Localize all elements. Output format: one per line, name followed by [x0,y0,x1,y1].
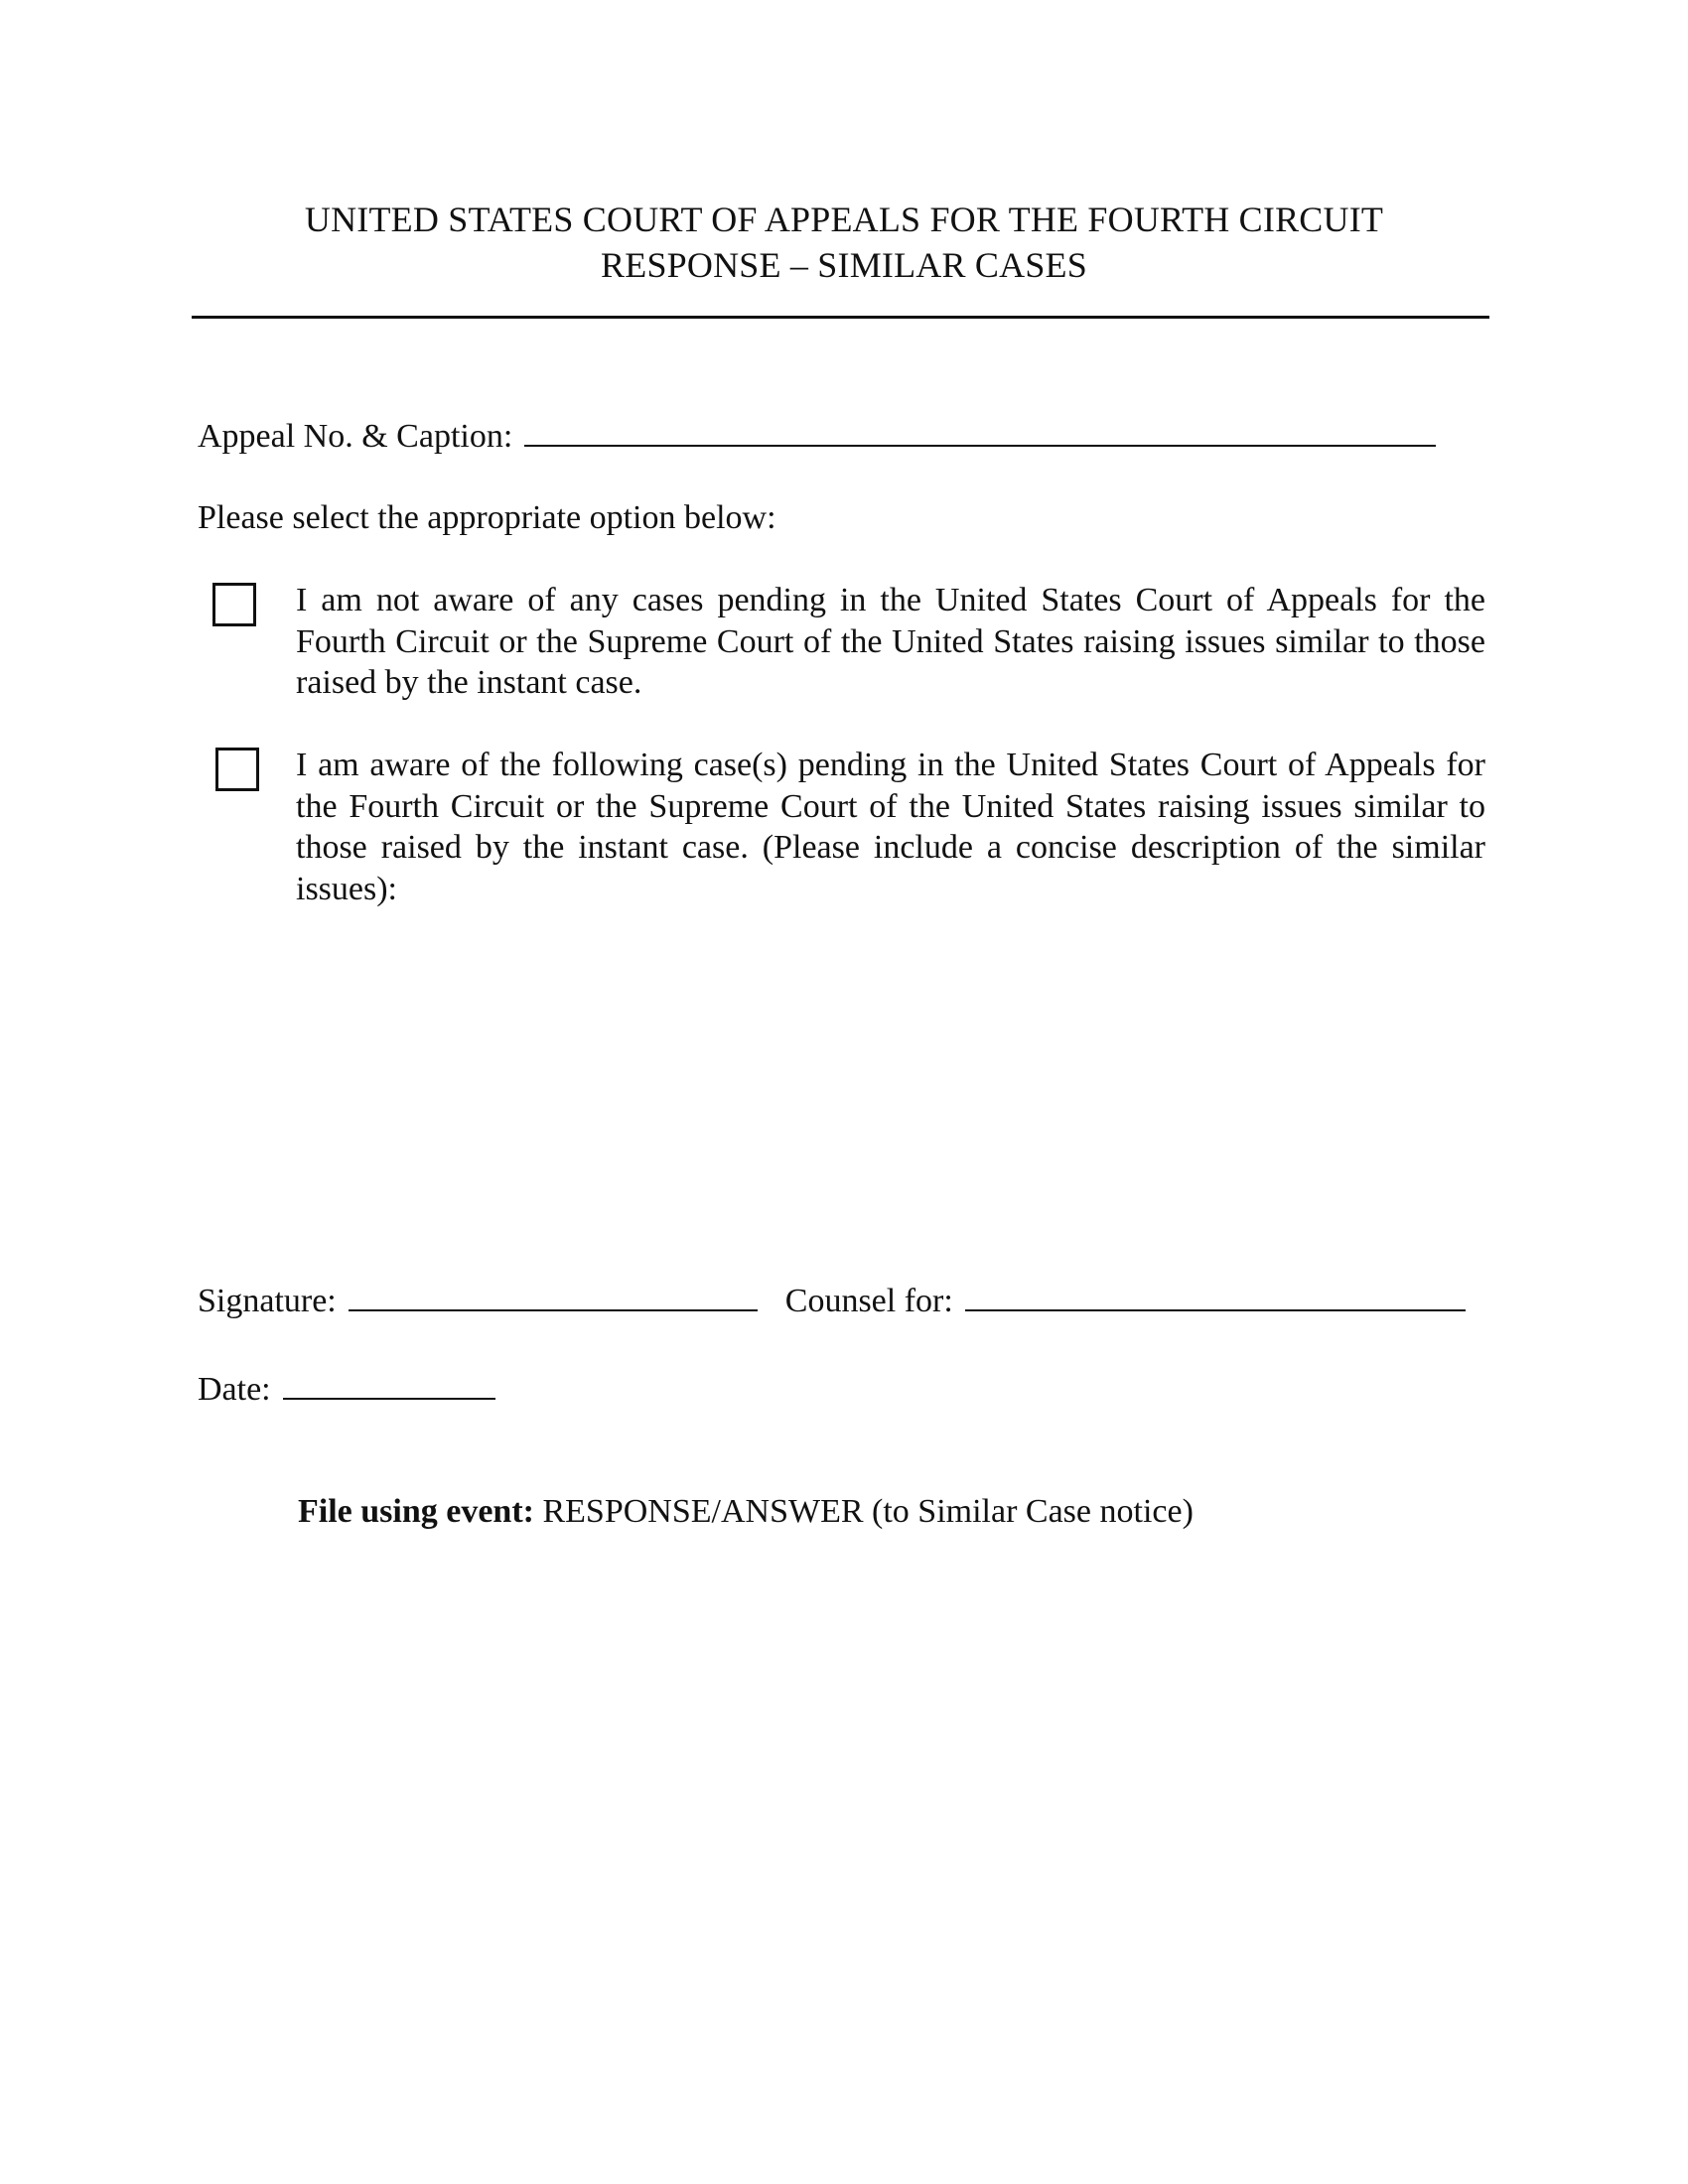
not-aware-option-text: I am not aware of any cases pending in the United States Court of Appeals for the Fourth Circuit or the Supreme Court of the United States raising issues similar to those raised by the instant case. [296,582,1485,701]
appeal-caption-field[interactable] [524,415,1436,447]
not-aware-checkbox[interactable] [212,583,256,626]
form-title: RESPONSE – SIMILAR CASES [601,245,1087,285]
file-event-value: RESPONSE/ANSWER (to Similar Case notice) [542,1493,1194,1530]
date-label: Date: [198,1371,271,1408]
aware-option-text: I am aware of the following case(s) pending in the United States Court of Appeals for the Fourth Circuit or the Supreme Court of the United States raising issues similar to those raised by the instant case. (Please include a concise description of the similar issues): [296,747,1485,907]
date-field[interactable] [283,1368,495,1400]
filing-instruction [298,1492,1194,1532]
appeal-row [198,415,1436,457]
signature-row [198,1280,1466,1321]
signature-label: Signature: [198,1283,337,1319]
instruction-text: Please select the appropriate option below: [198,499,776,536]
appeal-label: Appeal No. & Caption: [198,418,513,455]
file-event-label: File using event: [298,1493,534,1530]
signature-field[interactable] [349,1280,758,1311]
header-divider [192,316,1489,319]
counsel-label: Counsel for: [784,1283,953,1319]
court-title: UNITED STATES COURT OF APPEALS FOR THE FOURTH CIRCUIT [304,200,1384,239]
aware-checkbox[interactable] [215,748,259,791]
date-row [198,1368,495,1410]
counsel-field[interactable] [965,1280,1466,1311]
